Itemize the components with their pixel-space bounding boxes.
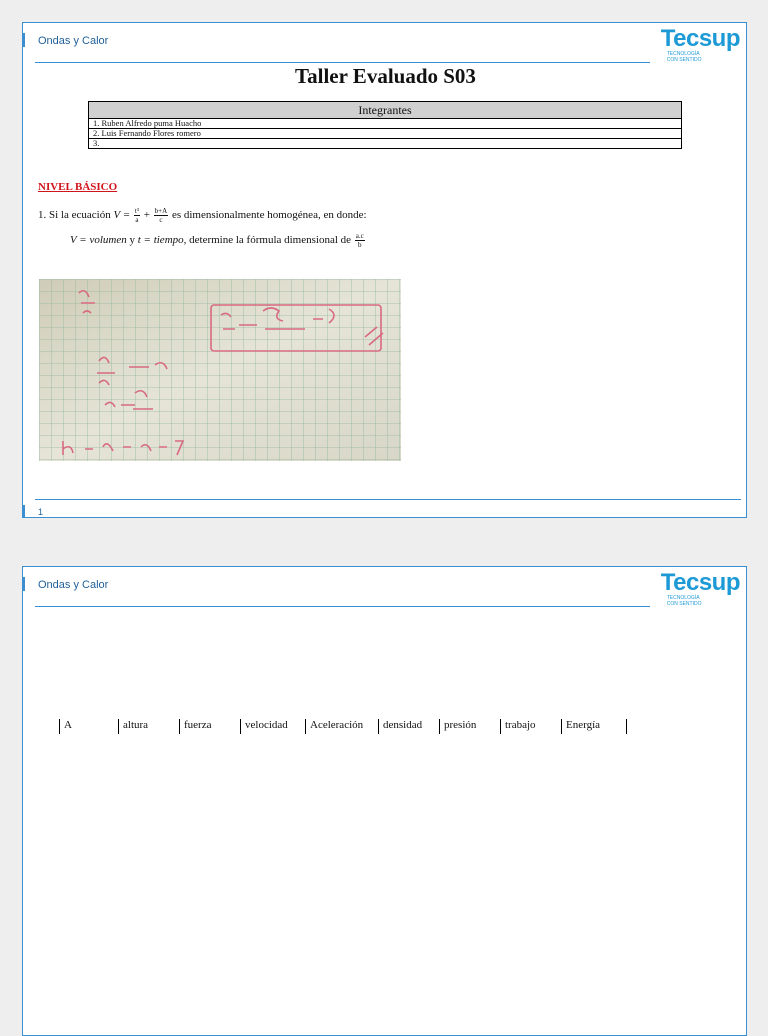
header-divider bbox=[35, 62, 650, 63]
fraction-ac-over-b: $\frac{a.c}{b}$ bbox=[355, 232, 364, 249]
tecsup-logo: Tecsup TECNOLOGÍA CON SENTIDO bbox=[660, 569, 740, 607]
table-cell: altura bbox=[119, 719, 180, 734]
table-cell: densidad bbox=[379, 719, 440, 734]
document-title: Taller Evaluado S03 bbox=[295, 64, 476, 88]
fraction-t3-over-a: $\frac{\text{t³}}{a}$ bbox=[134, 207, 139, 224]
magnitudes-table bbox=[59, 719, 627, 734]
fraction-bA-over-c: $\frac{b+A}{c}$ bbox=[154, 207, 168, 224]
member-row: 1. Ruben Alfredo puma Huacho bbox=[89, 119, 682, 129]
document-page-2 bbox=[22, 566, 747, 1036]
members-header: Integrantes bbox=[89, 102, 682, 119]
table-cell: A bbox=[60, 719, 119, 734]
header-divider bbox=[35, 606, 650, 607]
table-cell: velocidad bbox=[241, 719, 306, 734]
course-title: Ondas y Calor bbox=[38, 35, 109, 47]
members-table bbox=[88, 101, 682, 149]
member-row: 3. bbox=[89, 139, 682, 149]
table-cell: Aceleración bbox=[306, 719, 379, 734]
footer-divider bbox=[35, 499, 741, 500]
handwritten-grid-photo bbox=[39, 279, 401, 461]
table-cell: trabajo bbox=[501, 719, 562, 734]
tecsup-logo: Tecsup TECNOLOGÍA CON SENTIDO bbox=[660, 25, 740, 63]
table-cell: Energía bbox=[562, 719, 627, 734]
course-title: Ondas y Calor bbox=[38, 579, 109, 591]
question-1: 1. Si la ecuación V = $\frac{\text{t³}}{a}$ + $\frac{b+A}{c}$ es dimensionalmente homogénea, en donde: bbox=[38, 207, 367, 224]
member-row: 2. Luis Fernando Flores romero bbox=[89, 129, 682, 139]
table-cell: fuerza bbox=[180, 719, 241, 734]
document-page-1 bbox=[22, 22, 747, 518]
footer-accent-bar bbox=[23, 505, 25, 518]
level-heading: NIVEL BÁSICO bbox=[38, 181, 118, 193]
page-number: 1 bbox=[38, 507, 44, 517]
header-accent-bar bbox=[23, 33, 25, 47]
table-cell: presión bbox=[440, 719, 501, 734]
header-accent-bar bbox=[23, 577, 25, 591]
question-1-line-2: V = volumen y t = tiempo, determine la fórmula dimensional de $\frac{a.c}{b}$ bbox=[70, 232, 364, 249]
